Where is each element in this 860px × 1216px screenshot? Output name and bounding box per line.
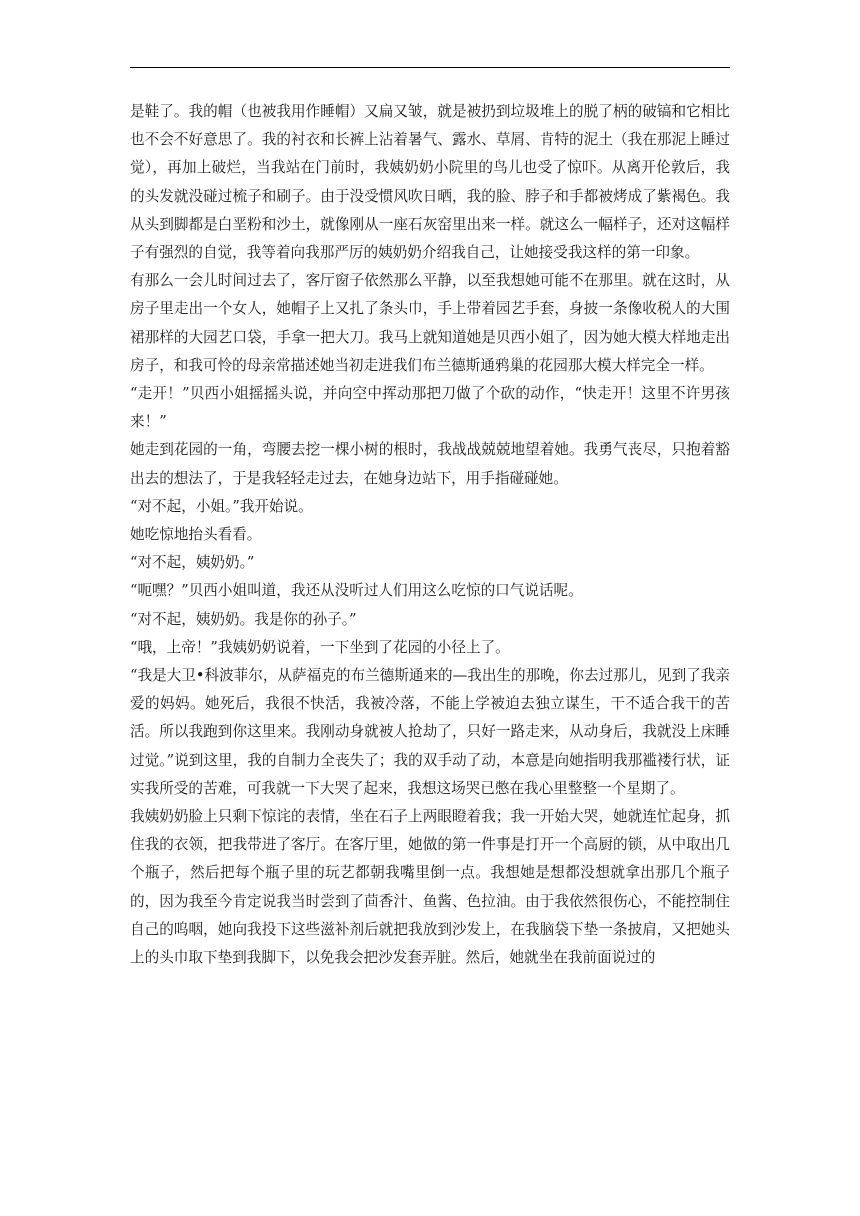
paragraph: “哦，上帝！”我姨奶奶说着，一下坐到了花园的小径上了。 bbox=[130, 638, 510, 656]
header-rule bbox=[130, 67, 730, 68]
paragraph: “呃嘿？”贝西小姐叫道，我还从没听过人们用这么吃惊的口气说话呢。 bbox=[130, 582, 583, 600]
paragraph: 她吃惊地抬头看看。 bbox=[130, 526, 262, 544]
body-text bbox=[130, 98, 730, 972]
paragraph: “对不起，姨奶奶。我是你的孙子。” bbox=[130, 610, 357, 628]
paragraph: “对不起，姨奶奶。” bbox=[130, 554, 255, 572]
paragraph: 我姨奶奶脸上只剩下惊诧的表情，坐在石子上两眼瞪着我；我一开始大哭，她就连忙起身，抓住我的衣领，把我带进了客厅。在客厅里，她做的第一件事是打开一个高厨的锁，从中取出几个瓶子，然后把每个瓶子里的玩艺都朝我嘴里倒一点。我想她是想都没想就拿出那几个瓶子的，因为我至今肯定说我当时尝到了茴香汁、鱼酱、色拉油。由于我依然很伤心，不能控制住自己的呜咽，她向我投下这些滋补剂后就把我放到沙发上，在我脑袋下垫一条披肩，又把她头上的头巾取下垫到我脚下，以免我会把沙发套弄脏。然后，她就坐在我前面说过的 bbox=[130, 808, 730, 967]
paragraph: “对不起，小姐。”我开始说。 bbox=[130, 497, 313, 515]
paragraph: 有那么一会儿时间过去了，客厅窗子依然那么平静，以至我想她可能不在那里。就在这时，从房子里走出一个女人，她帽子上又扎了条头巾，手上带着园艺手套，身披一条像收税人的大围裙那样的大园艺口袋，手拿一把大刀。我马上就知道她是贝西小姐了，因为她大模大样地走出房子，和我可怜的母亲常描述她当初走进我们布兰德斯通鸦巢的花园那大模大样完全一样。 bbox=[130, 272, 730, 374]
paragraph: “走开！”贝西小姐摇摇头说，并向空中挥动那把刀做了个砍的动作，“快走开！这里不许男孩来！” bbox=[130, 385, 730, 431]
paragraph: 她走到花园的一角，弯腰去挖一棵小树的根时，我战战兢兢地望着她。我勇气丧尽，只抱着豁出去的想法了，于是我轻轻走过去，在她身边站下，用手指碰碰她。 bbox=[130, 441, 730, 487]
paragraph: 是鞋了。我的帽（也被我用作睡帽）又扁又皱，就是被扔到垃圾堆上的脱了柄的破镐和它相比也不会不好意思了。我的衬衣和长裤上沾着暑气、露水、草屑、肯特的泥土（我在那泥上睡过觉），再加上破烂，当我站在门前时，我姨奶奶小院里的鸟儿也受了惊吓。从离开伦敦后，我的头发就没碰过梳子和刷子。由于没受惯风吹日晒，我的脸、脖子和手都被烤成了紫褐色。我从头到脚都是白垩粉和沙土，就像刚从一座石灰窑里出来一样。就这么一幅样子，还对这幅样子有强烈的自觉，我等着向我那严厉的姨奶奶介绍我自己，让她接受我这样的第一印象。 bbox=[130, 103, 730, 262]
paragraph: “我是大卫•科波菲尔，从萨福克的布兰德斯通来的—我出生的那晚，你去过那儿，见到了我亲爱的妈妈。她死后，我很不快活，我被冷落，不能上学被迫去独立谋生，干不适合我干的苦活。所以我跑到你这里来。我刚动身就被人抢劫了，只好一路走来，从动身后，我就没上床睡过觉。”说到这里，我的自制力全丧失了；我的双手动了动，本意是向她指明我那褴褛行状，证实我所受的苦难，可我就一下大哭了起来，我想这场哭已憋在我心里整整一个星期了。 bbox=[130, 667, 730, 797]
